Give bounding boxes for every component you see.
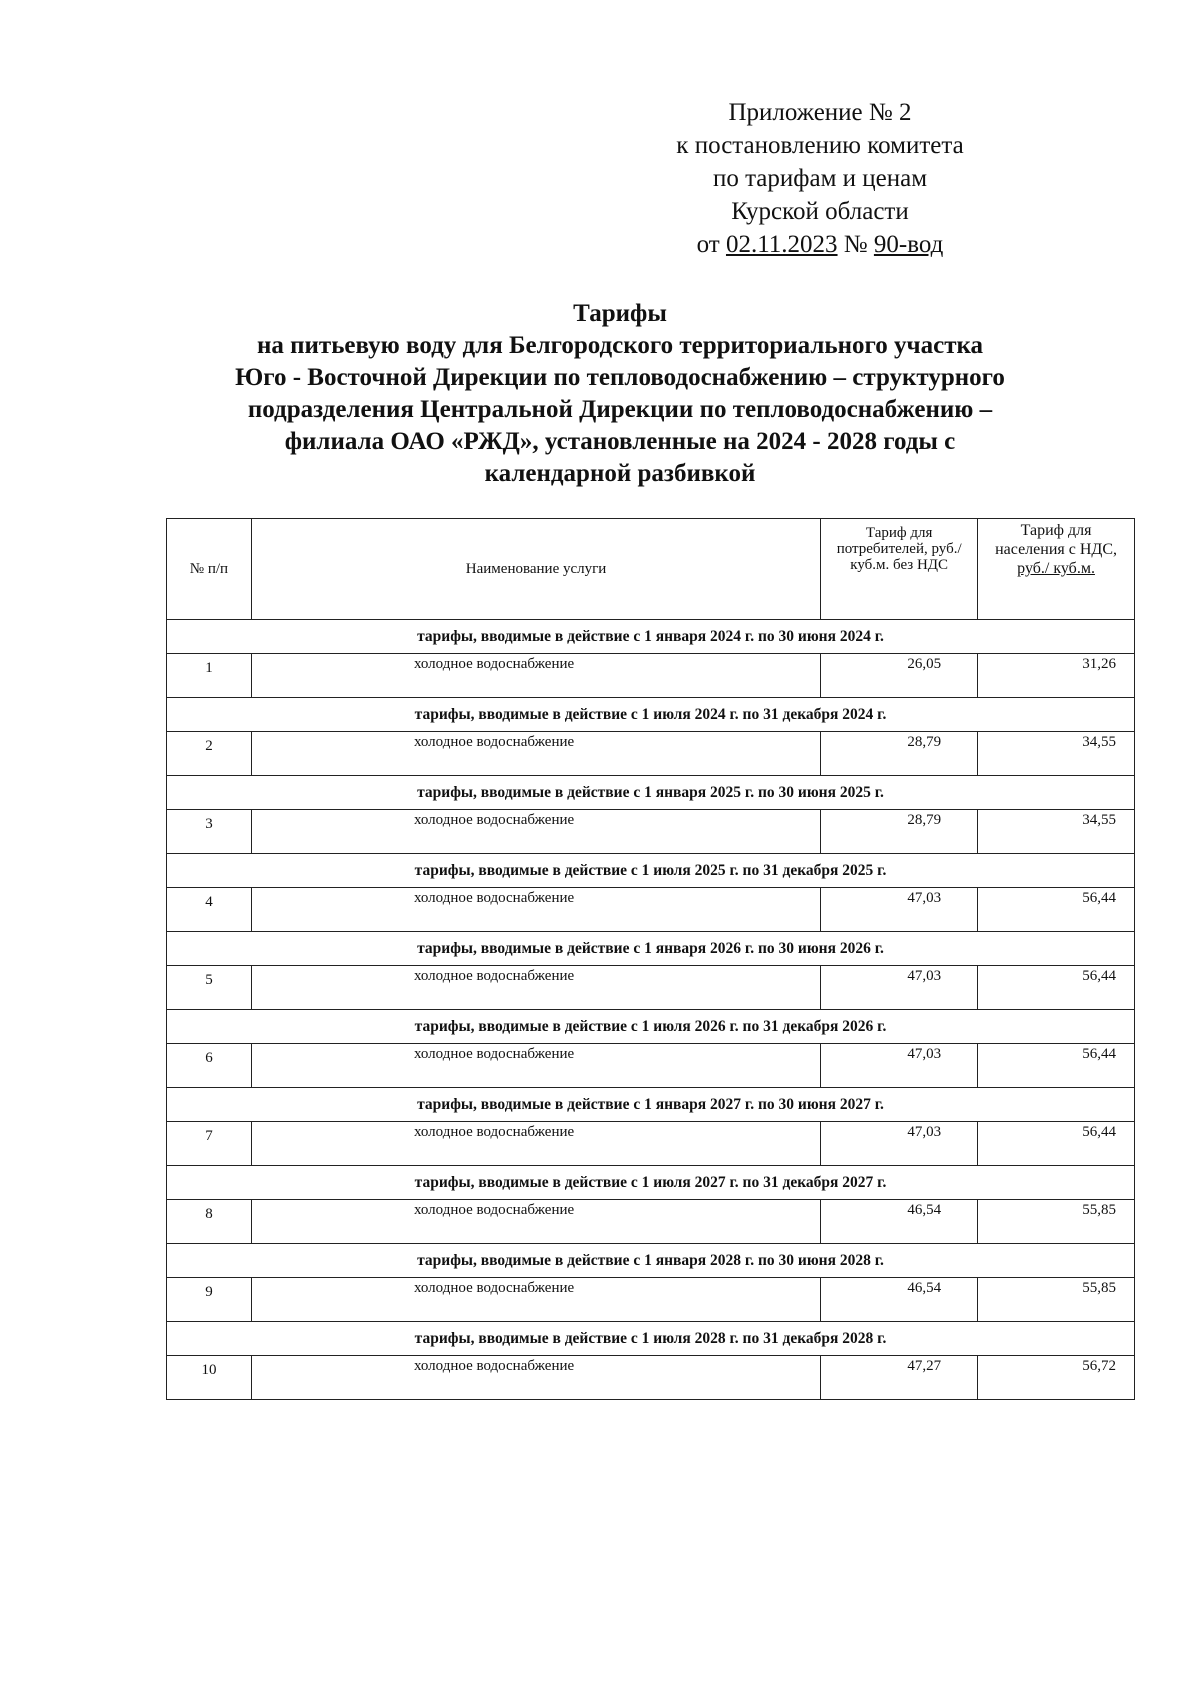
- row-number: 3: [167, 810, 252, 854]
- header-tariff-population-main: Тариф для населения с НДС,: [995, 522, 1117, 558]
- period-row: [167, 1322, 1135, 1356]
- table-row: [167, 966, 1135, 1010]
- row-number: 7: [167, 1122, 252, 1166]
- appendix-date-prefix: от: [696, 231, 726, 258]
- table-row: [167, 1044, 1135, 1088]
- row-number: 1: [167, 654, 252, 698]
- period-row: [167, 698, 1135, 732]
- table-row: [167, 1278, 1135, 1322]
- appendix-line-2: к постановлению комитета: [676, 132, 964, 159]
- tariff-population-value: 56,72: [978, 1356, 1135, 1400]
- tariff-population-value: 56,44: [978, 1044, 1135, 1088]
- table-body: [167, 620, 1135, 1400]
- service-name: холодное водоснабжение: [251, 732, 820, 776]
- appendix-line-3: по тарифам и ценам: [712, 165, 928, 192]
- tariff-table: [166, 518, 1135, 1400]
- service-name: холодное водоснабжение: [251, 1122, 820, 1166]
- row-number: 2: [167, 732, 252, 776]
- table-row: [167, 1122, 1135, 1166]
- tariff-consumers-value: 26,05: [821, 654, 978, 698]
- appendix-line-4: Курской области: [731, 198, 909, 225]
- row-number: 5: [167, 966, 252, 1010]
- appendix-number-prefix: №: [837, 231, 874, 258]
- title-line-3: подразделения Центральной Дирекции по тепловодоснабжению –: [247, 396, 993, 423]
- tariff-consumers-value: 28,79: [821, 810, 978, 854]
- period-label: тарифы, вводимые в действие с 1 июля 2027 г. по 31 декабря 2027 г.: [167, 1166, 1135, 1200]
- period-label: тарифы, вводимые в действие с 1 января 2026 г. по 30 июня 2026 г.: [167, 932, 1135, 966]
- tariff-population-value: 56,44: [978, 1122, 1135, 1166]
- document-title: [150, 298, 1090, 490]
- tariff-consumers-value: 46,54: [821, 1200, 978, 1244]
- service-name: холодное водоснабжение: [251, 1356, 820, 1400]
- period-row: [167, 776, 1135, 810]
- period-label: тарифы, вводимые в действие с 1 июля 2026 г. по 31 декабря 2026 г.: [167, 1010, 1135, 1044]
- period-label: тарифы, вводимые в действие с 1 января 2028 г. по 30 июня 2028 г.: [167, 1244, 1135, 1278]
- period-row: [167, 932, 1135, 966]
- period-row: [167, 620, 1135, 654]
- appendix-date-line: [600, 228, 1040, 261]
- appendix-block: [600, 96, 1040, 261]
- tariff-consumers-value: 46,54: [821, 1278, 978, 1322]
- period-row: [167, 1010, 1135, 1044]
- period-label: тарифы, вводимые в действие с 1 января 2024 г. по 30 июня 2024 г.: [167, 620, 1135, 654]
- title-line-1: на питьевую воду для Белгородского территориального участка: [256, 332, 984, 359]
- appendix-line-1: Приложение № 2: [728, 99, 912, 126]
- row-number: 10: [167, 1356, 252, 1400]
- tariff-population-value: 56,44: [978, 888, 1135, 932]
- period-label: тарифы, вводимые в действие с 1 января 2025 г. по 30 июня 2025 г.: [167, 776, 1135, 810]
- title-line-4: филиала ОАО «РЖД», установленные на 2024 - 2028 годы с: [284, 428, 956, 455]
- title-line-5: календарной разбивкой: [484, 460, 756, 487]
- row-number: 6: [167, 1044, 252, 1088]
- header-tariff-population-unit: руб./ куб.м.: [1017, 560, 1095, 577]
- table-row: [167, 1200, 1135, 1244]
- service-name: холодное водоснабжение: [251, 888, 820, 932]
- table-row: [167, 654, 1135, 698]
- period-label: тарифы, вводимые в действие с 1 июля 2025 г. по 31 декабря 2025 г.: [167, 854, 1135, 888]
- header-tariff-population: [978, 519, 1135, 620]
- period-row: [167, 1244, 1135, 1278]
- tariff-consumers-value: 47,03: [821, 888, 978, 932]
- period-row: [167, 1166, 1135, 1200]
- appendix-number: 90-вод: [873, 231, 944, 258]
- service-name: холодное водоснабжение: [251, 1278, 820, 1322]
- header-num: № п/п: [167, 519, 252, 620]
- table-row: [167, 810, 1135, 854]
- table-row: [167, 732, 1135, 776]
- row-number: 8: [167, 1200, 252, 1244]
- tariff-population-value: 55,85: [978, 1278, 1135, 1322]
- table-row: [167, 1356, 1135, 1400]
- service-name: холодное водоснабжение: [251, 1200, 820, 1244]
- table-header-row: [167, 519, 1135, 620]
- tariff-consumers-value: 47,27: [821, 1356, 978, 1400]
- service-name: холодное водоснабжение: [251, 810, 820, 854]
- service-name: холодное водоснабжение: [251, 966, 820, 1010]
- period-label: тарифы, вводимые в действие с 1 июля 2028 г. по 31 декабря 2028 г.: [167, 1322, 1135, 1356]
- tariff-consumers-value: 47,03: [821, 1122, 978, 1166]
- row-number: 4: [167, 888, 252, 932]
- appendix-date: 02.11.2023: [725, 231, 838, 258]
- period-label: тарифы, вводимые в действие с 1 января 2027 г. по 30 июня 2027 г.: [167, 1088, 1135, 1122]
- tariff-population-value: 31,26: [978, 654, 1135, 698]
- tariff-population-value: 34,55: [978, 810, 1135, 854]
- service-name: холодное водоснабжение: [251, 654, 820, 698]
- period-label: тарифы, вводимые в действие с 1 июля 2024 г. по 31 декабря 2024 г.: [167, 698, 1135, 732]
- tariff-consumers-value: 47,03: [821, 966, 978, 1010]
- period-row: [167, 854, 1135, 888]
- row-number: 9: [167, 1278, 252, 1322]
- tariff-population-value: 56,44: [978, 966, 1135, 1010]
- table-row: [167, 888, 1135, 932]
- tariff-consumers-value: 47,03: [821, 1044, 978, 1088]
- title-heading: Тарифы: [573, 300, 667, 327]
- service-name: холодное водоснабжение: [251, 1044, 820, 1088]
- period-row: [167, 1088, 1135, 1122]
- tariff-population-value: 34,55: [978, 732, 1135, 776]
- title-line-2: Юго - Восточной Дирекции по тепловодоснабжению – структурного: [235, 364, 1005, 391]
- header-tariff-consumers: Тариф для потребителей, руб./ куб.м. без НДС: [821, 519, 978, 620]
- header-service-name: Наименование услуги: [251, 519, 820, 620]
- tariff-consumers-value: 28,79: [821, 732, 978, 776]
- tariff-population-value: 55,85: [978, 1200, 1135, 1244]
